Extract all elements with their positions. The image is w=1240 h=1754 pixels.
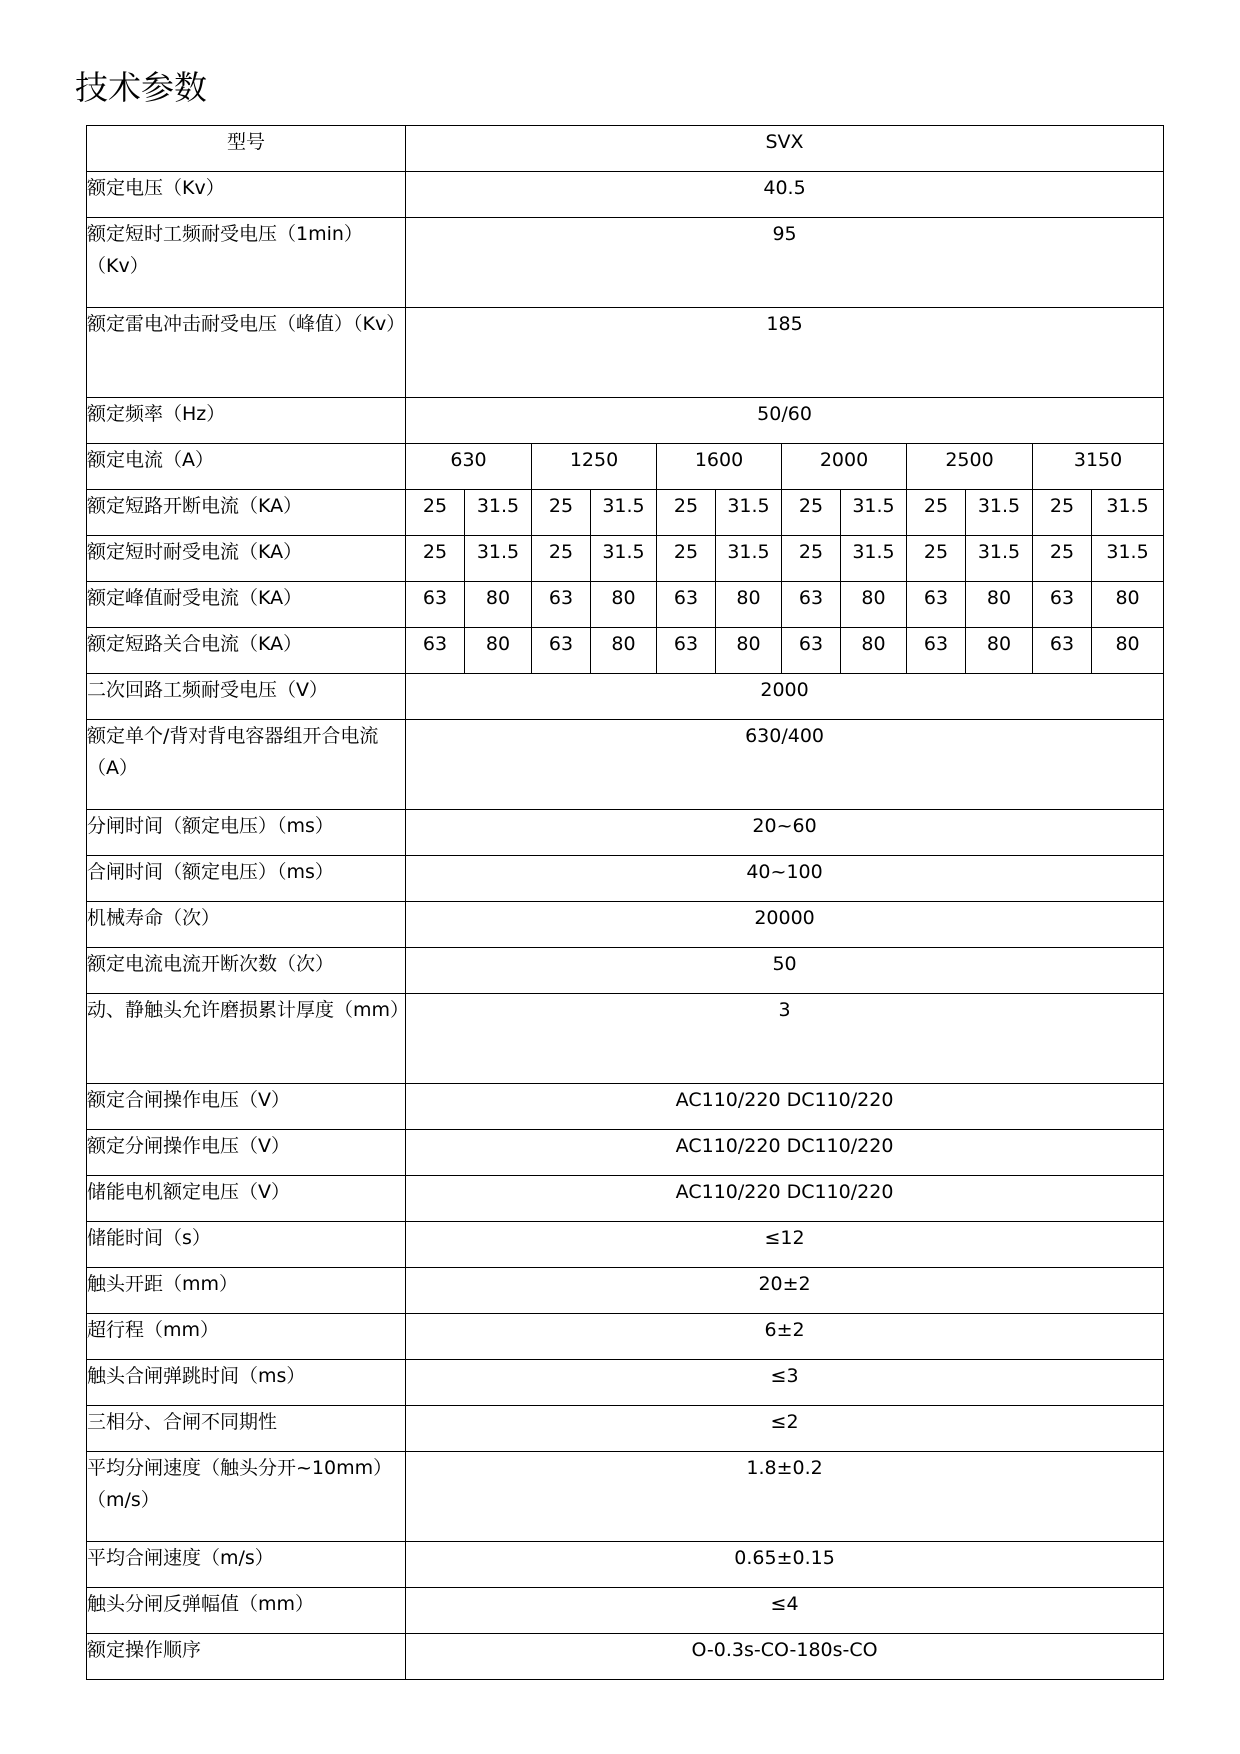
table-row — [87, 536, 1164, 582]
current-value-cell: 25 — [406, 536, 465, 582]
table-row — [87, 810, 1164, 856]
current-value-cell: 31.5 — [716, 490, 782, 536]
param-label: 额定单个/背对背电容器组开合电流（A） — [87, 720, 406, 810]
table-row — [87, 1542, 1164, 1588]
rated-current-value: 2000 — [782, 444, 907, 490]
param-value: O-0.3s-CO-180s-CO — [406, 1634, 1164, 1680]
current-value-cell: 80 — [1092, 628, 1164, 674]
rated-current-value: 3150 — [1033, 444, 1164, 490]
param-label: 触头分闸反弹幅值（mm） — [87, 1588, 406, 1634]
param-label: 机械寿命（次） — [87, 902, 406, 948]
param-label: 额定短时工频耐受电压（1min）（Kv） — [87, 218, 406, 308]
param-label: 三相分、合闸不同期性 — [87, 1406, 406, 1452]
param-label: 额定短路开断电流（KA） — [87, 490, 406, 536]
current-value-cell: 31.5 — [966, 536, 1033, 582]
current-value-cell: 31.5 — [841, 490, 907, 536]
table-row — [87, 398, 1164, 444]
table-row — [87, 856, 1164, 902]
param-value: ≤12 — [406, 1222, 1164, 1268]
param-value: 6±2 — [406, 1314, 1164, 1360]
param-label: 合闸时间（额定电压）（ms） — [87, 856, 406, 902]
param-value: 630/400 — [406, 720, 1164, 810]
current-value-cell: 31.5 — [966, 490, 1033, 536]
current-value-cell: 80 — [966, 628, 1033, 674]
param-label: 额定短路关合电流（KA） — [87, 628, 406, 674]
spec-table-body — [87, 126, 1164, 1680]
table-row — [87, 1634, 1164, 1680]
param-value: ≤2 — [406, 1406, 1164, 1452]
table-row — [87, 628, 1164, 674]
table-row — [87, 582, 1164, 628]
current-value-cell: 31.5 — [1092, 490, 1164, 536]
current-value-cell: 25 — [907, 536, 966, 582]
table-row — [87, 1222, 1164, 1268]
param-label: 额定电流电流开断次数（次） — [87, 948, 406, 994]
table-row — [87, 1130, 1164, 1176]
current-value-cell: 25 — [657, 536, 716, 582]
param-value: 95 — [406, 218, 1164, 308]
current-value-cell: 80 — [841, 582, 907, 628]
table-row — [87, 1588, 1164, 1634]
current-value-cell: 63 — [406, 582, 465, 628]
table-row-model — [87, 126, 1164, 172]
param-value: 40~100 — [406, 856, 1164, 902]
current-value-cell: 25 — [782, 490, 841, 536]
param-label: 额定操作顺序 — [87, 1634, 406, 1680]
header-value-cell: SVX — [406, 126, 1164, 172]
param-value: ≤4 — [406, 1588, 1164, 1634]
page-title: 技术参数 — [75, 68, 207, 107]
current-value-cell: 25 — [406, 490, 465, 536]
param-label: 额定电流（A） — [87, 444, 406, 490]
param-label: 额定雷电冲击耐受电压（峰值）（Kv） — [87, 308, 406, 398]
current-value-cell: 63 — [657, 582, 716, 628]
param-label: 触头开距（mm） — [87, 1268, 406, 1314]
table-row — [87, 172, 1164, 218]
table-row — [87, 1084, 1164, 1130]
param-label: 触头合闸弹跳时间（ms） — [87, 1360, 406, 1406]
current-value-cell: 80 — [591, 628, 657, 674]
current-value-cell: 25 — [782, 536, 841, 582]
current-value-cell: 25 — [532, 490, 591, 536]
param-value: 2000 — [406, 674, 1164, 720]
param-value: 20±2 — [406, 1268, 1164, 1314]
param-label: 平均合闸速度（m/s） — [87, 1542, 406, 1588]
current-value-cell: 31.5 — [841, 536, 907, 582]
param-value: 20~60 — [406, 810, 1164, 856]
param-label: 动、静触头允许磨损累计厚度（mm） — [87, 994, 406, 1084]
table-row — [87, 490, 1164, 536]
current-value-cell: 80 — [1092, 582, 1164, 628]
current-value-cell: 63 — [782, 628, 841, 674]
table-row — [87, 1268, 1164, 1314]
header-label-cell: 型号 — [87, 126, 406, 172]
param-label: 超行程（mm） — [87, 1314, 406, 1360]
param-value: 50/60 — [406, 398, 1164, 444]
table-row — [87, 1360, 1164, 1406]
param-value: ≤3 — [406, 1360, 1164, 1406]
current-value-cell: 63 — [907, 628, 966, 674]
param-value: 1.8±0.2 — [406, 1452, 1164, 1542]
current-value-cell: 25 — [1033, 490, 1092, 536]
current-value-cell: 63 — [406, 628, 465, 674]
param-label: 额定电压（Kv） — [87, 172, 406, 218]
table-row — [87, 308, 1164, 398]
table-row — [87, 720, 1164, 810]
current-value-cell: 80 — [591, 582, 657, 628]
table-row — [87, 902, 1164, 948]
current-value-cell: 25 — [657, 490, 716, 536]
param-value: 20000 — [406, 902, 1164, 948]
rated-current-value: 1250 — [532, 444, 657, 490]
param-label: 二次回路工频耐受电压（V） — [87, 674, 406, 720]
table-row — [87, 218, 1164, 308]
table-row — [87, 1176, 1164, 1222]
param-label: 储能电机额定电压（V） — [87, 1176, 406, 1222]
param-label: 额定短时耐受电流（KA） — [87, 536, 406, 582]
param-label: 额定分闸操作电压（V） — [87, 1130, 406, 1176]
table-row — [87, 994, 1164, 1084]
table-row — [87, 1406, 1164, 1452]
table-row — [87, 1452, 1164, 1542]
param-value: 40.5 — [406, 172, 1164, 218]
param-label: 储能时间（s） — [87, 1222, 406, 1268]
current-value-cell: 80 — [966, 582, 1033, 628]
param-value: AC110/220 DC110/220 — [406, 1176, 1164, 1222]
current-value-cell: 31.5 — [716, 536, 782, 582]
param-value: 0.65±0.15 — [406, 1542, 1164, 1588]
param-value: AC110/220 DC110/220 — [406, 1084, 1164, 1130]
current-value-cell: 31.5 — [465, 490, 532, 536]
current-value-cell: 63 — [907, 582, 966, 628]
current-value-cell: 80 — [716, 628, 782, 674]
current-value-cell: 25 — [1033, 536, 1092, 582]
current-value-cell: 31.5 — [591, 536, 657, 582]
param-value: AC110/220 DC110/220 — [406, 1130, 1164, 1176]
param-label: 额定峰值耐受电流（KA） — [87, 582, 406, 628]
current-value-cell: 80 — [465, 582, 532, 628]
param-label: 额定频率（Hz） — [87, 398, 406, 444]
current-value-cell: 63 — [1033, 582, 1092, 628]
current-value-cell: 31.5 — [465, 536, 532, 582]
param-value: 50 — [406, 948, 1164, 994]
current-value-cell: 25 — [907, 490, 966, 536]
current-value-cell: 31.5 — [591, 490, 657, 536]
current-value-cell: 63 — [657, 628, 716, 674]
current-value-cell: 63 — [1033, 628, 1092, 674]
param-value: 185 — [406, 308, 1164, 398]
param-value: 3 — [406, 994, 1164, 1084]
table-row — [87, 1314, 1164, 1360]
table-row — [87, 674, 1164, 720]
current-value-cell: 80 — [841, 628, 907, 674]
current-value-cell: 31.5 — [1092, 536, 1164, 582]
table-row-rated-current — [87, 444, 1164, 490]
current-value-cell: 80 — [465, 628, 532, 674]
current-value-cell: 63 — [532, 628, 591, 674]
rated-current-value: 1600 — [657, 444, 782, 490]
rated-current-value: 630 — [406, 444, 532, 490]
current-value-cell: 25 — [532, 536, 591, 582]
rated-current-value: 2500 — [907, 444, 1033, 490]
current-value-cell: 63 — [532, 582, 591, 628]
current-value-cell: 63 — [782, 582, 841, 628]
param-label: 分闸时间（额定电压）（ms） — [87, 810, 406, 856]
current-value-cell: 80 — [716, 582, 782, 628]
param-label: 平均分闸速度（触头分开~10mm）（m/s） — [87, 1452, 406, 1542]
table-row — [87, 948, 1164, 994]
param-label: 额定合闸操作电压（V） — [87, 1084, 406, 1130]
spec-table — [86, 125, 1164, 1680]
